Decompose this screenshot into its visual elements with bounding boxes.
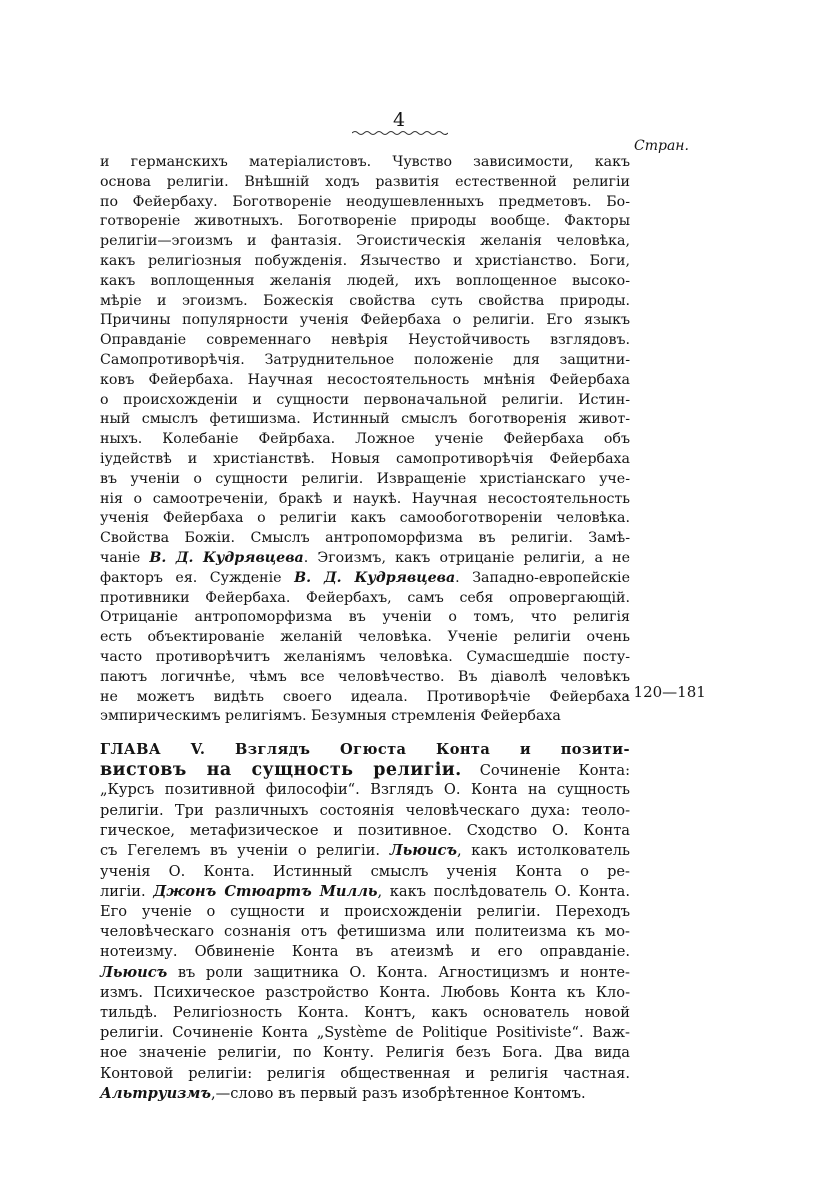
text-line: часто противорѣчитъ желаніямъ человѣка. Сумасшедшіе посту- [100,648,630,665]
text-line: „Курсъ позитивной философіи“. Взглядъ О. Конта на сущность [100,781,630,799]
author-name: Льюисъ [100,963,168,981]
text-fragment: , какъ истолкователь [456,842,631,860]
pages-column-header: Стран. [634,138,689,154]
text-line: человѣческаго сознанія отъ фетишизма или политеизма къ мо- [100,923,630,941]
author-name: Льюисъ [389,842,457,860]
text-line: Свойства Божіи. Смыслъ антропоморфизма въ религіи. Замѣ- [100,530,630,547]
text-line: ученія Фейербаха о религіи какъ самообоготвореніи человѣка. [100,510,630,527]
text-fragment: . Эгоизмъ, какъ отрицаніе религіи, а не [303,549,630,566]
text-line: Его ученіе о сущности и происхожденіи религіи. Переходъ [100,903,630,920]
chapter-5-entry [100,740,630,1104]
chapter-4-continuation [100,153,630,727]
text-line: религіи. Сочиненіе Конта „Système de Politique Positiviste“. Важ- [100,1024,630,1042]
text-line: какъ воплощенныя желанія людей, ихъ воплощенное высоко- [100,272,630,289]
text-line: Самопротиворѣчія. Затруднительное положеніе для защитни- [100,351,630,368]
text-line: религіи—эгоизмъ и фантазія. Эгоистическія желанія человѣка, [100,233,630,250]
text-line: Контовой религіи: религія общественная и религія частная. [100,1064,630,1082]
text-line [100,569,630,589]
text-line: не можетъ видѣть своего идеала. Противорѣчіе Фейербаха [100,688,630,705]
text-line: гическое, метафизическое и позитивное. Сходство О. Конта [100,821,630,839]
text-fragment: чаніе [100,549,150,566]
text-fragment: . Западно-европейскіе [455,569,630,586]
text-line: мѣріе и эгоизмъ. Божескія свойства суть свойства природы. [100,292,630,309]
text-line [100,963,630,983]
text-line: Отрицаніе антропоморфизма въ ученіи о томъ, что религія [100,609,630,626]
chapter-5-lines-c [100,902,630,963]
chapter-5-lines-a [100,780,630,861]
text-line: измъ. Психическое разстройство Конта. Любовь Конта къ Кло- [100,983,630,1001]
page-number: 4 [393,109,406,131]
text-line: какъ религіозныя побужденія. Язычество и христіанство. Боги, [100,252,630,269]
text-line [100,841,630,861]
text-line: въ ученіи о сущности религіи. Извращеніе христіанскаго уче- [100,470,630,487]
author-name: В. Д. Кудрявцева [294,569,456,586]
text-fragment: факторъ ея. Сужденіе [100,569,295,586]
text-line: основа религіи. Внѣшній ходъ развитія естественной религіи [100,173,630,190]
chapter-4-lines-after [100,589,630,708]
chapter-heading: ГЛАВА V. Взглядъ Огюста Конта и позити- [100,741,630,759]
text-line: ковъ Фейербаха. Научная несостоятельность мнѣнія Фейербаха [100,371,630,388]
text-line: готвореніе животныхъ. Боготвореніе природы вообще. Факторы [100,213,630,230]
text-line [100,760,630,780]
text-line [100,882,630,902]
text-line: нія о самоотреченіи, бракѣ и наукѣ. Научная несостоятельность [100,490,630,507]
chapter-5-lines-d [100,983,630,1084]
text-line: нотеизму. Обвиненіе Конта въ атеизмѣ и его оправданіе. [100,943,630,961]
text-line: Причины популярности ученія Фейербаха о религіи. Его языкъ [100,312,630,329]
text-line: религіи. Три различныхъ состоянія человѣческаго духа: теоло- [100,801,630,819]
text-fragment: съ Гегелемъ въ ученіи о религіи. [100,842,380,860]
text-line: ный смыслъ фетишизма. Истинный смыслъ боготворенія живот- [100,411,630,428]
text-fragment: въ роли защитника О. Конта. Агностицизмъ и нонте- [167,963,630,981]
text-line: эмпирическимъ религіямъ. Безумныя стремленія Фейербаха [100,708,561,725]
text-line: тильдѣ. Религіозность Конта. Контъ, какъ основатель новой [100,1003,630,1021]
page-range: . 120—181 [624,683,706,701]
chapter-heading-continuation: вистовъ на сущность религіи. [100,760,462,781]
text-line: ныхъ. Колебаніе Фейрбаха. Ложное ученіе Фейербаха объ [100,431,630,448]
author-name: В. Д. Кудрявцева [149,549,304,566]
text-line: ученія О. Конта. Истинный смыслъ ученія Конта о ре- [100,862,630,880]
text-fragment: ,—слово въ первый разъ изобрѣтенное Контомъ. [210,1084,586,1102]
term-italic: Альтруизмъ [100,1084,211,1102]
author-name: Джонъ Стюартъ Милль [153,882,378,900]
text-line: по Фейербаху. Боготвореніе неодушевленныхъ предметовъ. Бо- [100,193,630,210]
text-line [100,1084,630,1104]
text-line: ное значеніе религіи, по Конту. Религія безъ Бога. Два вида [100,1044,630,1062]
chapter-4-lines [100,153,630,549]
text-line: о происхожденіи и сущности первоначальной религіи. Истин- [100,391,630,408]
table-of-contents [100,153,630,1104]
text-fragment: , какъ послѣдователь О. Конта. [377,882,630,900]
wavy-ornament-icon [352,130,448,136]
text-line: паютъ логичнѣе, чѣмъ все человѣчество. Въ діаволѣ человѣкъ [100,668,630,685]
text-line: Оправданіе современнаго невѣрія Неустойчивость взглядовъ. [100,332,630,349]
text-line: есть объектированіе желаній человѣка. Ученіе религіи очень [100,629,630,646]
text-line: іудействѣ и христіанствѣ. Новыя самопротиворѣчія Фейербаха [100,450,630,467]
text-line: и германскихъ матеріалистовъ. Чувство зависимости, какъ [100,154,630,170]
text-line [100,549,630,569]
text-fragment: Сочиненіе Конта: [461,762,630,780]
text-line: противники Фейербаха. Фейербахъ, самъ себя опровергающій. [100,589,630,606]
text-fragment: лигіи. [100,882,154,900]
